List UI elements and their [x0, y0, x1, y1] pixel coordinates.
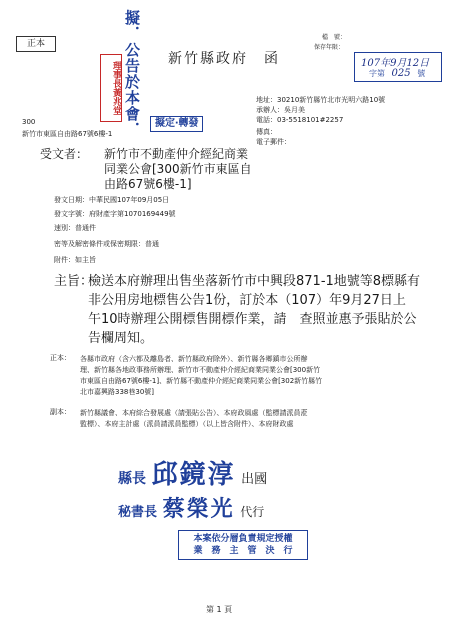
contact-email: 電子郵件： [256, 138, 291, 146]
postal-code: 300 [22, 118, 36, 126]
mayor-title: 縣長 [118, 471, 146, 487]
contact-phone: 電話：03-5518101#2257 [256, 116, 344, 124]
copy-body [80, 408, 440, 430]
secretary-name: 蔡榮光 [162, 496, 235, 522]
cc-line-4: 北市嘉興路338巷30號] [80, 388, 154, 396]
confidentiality: 密等及解密條件或保密期限：普通 [54, 240, 159, 248]
copy-type-label: 正本 [26, 39, 45, 49]
page-number: 第 1 頁 [206, 605, 233, 614]
vertical-approval-stamp: 擬．公告於本會． [123, 10, 141, 138]
recipient-line-1: 新竹市不動產仲介經紀商業 [104, 147, 249, 161]
recipient-line-2: 同業公會[300新竹市東區自 [104, 162, 252, 176]
copy-line-2: 監標）、本府主計處（派員請派員監標）（以上皆含附件）、本府財政處 [80, 420, 294, 428]
secretary-title: 秘書長 [118, 505, 158, 520]
signature-row-1 [118, 454, 267, 491]
issue-number: 發文字號：府財產字第1070169449號 [54, 210, 176, 218]
cc-body [80, 354, 440, 398]
subject-line-3: 午10時辦理公開標售開標作業，請 查照並惠予張貼於公 [88, 312, 417, 327]
speed: 速別：普通件 [54, 224, 96, 232]
authority-line-1: 本案依分層負責規定授權 [193, 534, 293, 544]
pending-stamp-text: 擬定‧轉發 [155, 118, 199, 129]
issue-date: 發文日期：中華民國107年09月05日 [54, 196, 170, 204]
received-date: 107年9月12日 [361, 58, 430, 69]
issuer-title [168, 48, 280, 68]
serial-prefix: 字第 [369, 69, 385, 78]
serial-suffix: 號 [417, 69, 426, 78]
cc-label: 正本： [50, 354, 71, 362]
file-no [322, 34, 346, 42]
issuer-text: 新竹縣政府 函 [168, 51, 280, 67]
cc-line-3: 市東區自由路67號6樓-1]、新竹縣不動產仲介經紀商業同業公會[302新竹縣竹 [80, 377, 323, 385]
subject-label: 主旨： [54, 274, 94, 289]
serial-number: 025 [391, 68, 411, 79]
copy-line-1: 新竹縣議會、本府綜合發展處（請張貼公告）、本府政風處（監標請派員蒞 [80, 409, 308, 417]
seal-line-1: 理事長 [111, 61, 121, 88]
copy-label: 副本： [50, 408, 71, 416]
pending-stamp [150, 116, 203, 132]
authority-line-2: 業 務 主 管 決 行 [193, 546, 293, 556]
cc-line-2: 理、新竹縣各地政事務所辦理、新竹市不動產仲介經紀商業同業公會[300新竹 [80, 366, 321, 374]
retention [314, 44, 344, 52]
recipient-address: 新竹市東區自由路67號6樓-1 [22, 130, 113, 138]
attachment: 附件：如主旨 [54, 256, 96, 264]
office-address: 地址：30210新竹縣竹北市光明六路10號 [256, 96, 386, 104]
retention-label: 保存年限： [314, 44, 345, 51]
subject-line-4: 告欄周知。 [88, 331, 154, 346]
serial-row [369, 68, 425, 79]
cc-line-1: 各縣市政府（含六都及離島者、新竹縣政府除外）、新竹縣各鄉鎮市公所辦 [80, 355, 308, 363]
mayor-name: 邱鏡淳 [151, 460, 236, 490]
file-no-label: 檔 號： [322, 34, 347, 41]
recipient-label: 受文者： [40, 147, 89, 161]
authority-stamp [178, 530, 308, 560]
subject-line-1: 檢送本府辦理出售坐落新竹市中興段871-1地號等8標縣有 [88, 274, 421, 289]
subject-line-2: 非公用房地標售公告1份，訂於本（107）年9月27日上 [88, 293, 406, 308]
chairman-seal [100, 54, 122, 122]
recipient-line-3: 由路67號6樓-1] [104, 177, 192, 191]
subject-body [88, 272, 450, 348]
mayor-note: 出國 [241, 472, 268, 487]
secretary-note: 代行 [240, 505, 265, 519]
contact-fax: 傳真： [256, 128, 277, 136]
received-stamp-box [354, 52, 442, 82]
copy-type-badge [16, 36, 56, 52]
signature-row-2 [118, 492, 264, 523]
seal-line-2: 黃兆堂 [111, 88, 121, 115]
contact-person: 承辦人：吳月美 [256, 106, 305, 114]
